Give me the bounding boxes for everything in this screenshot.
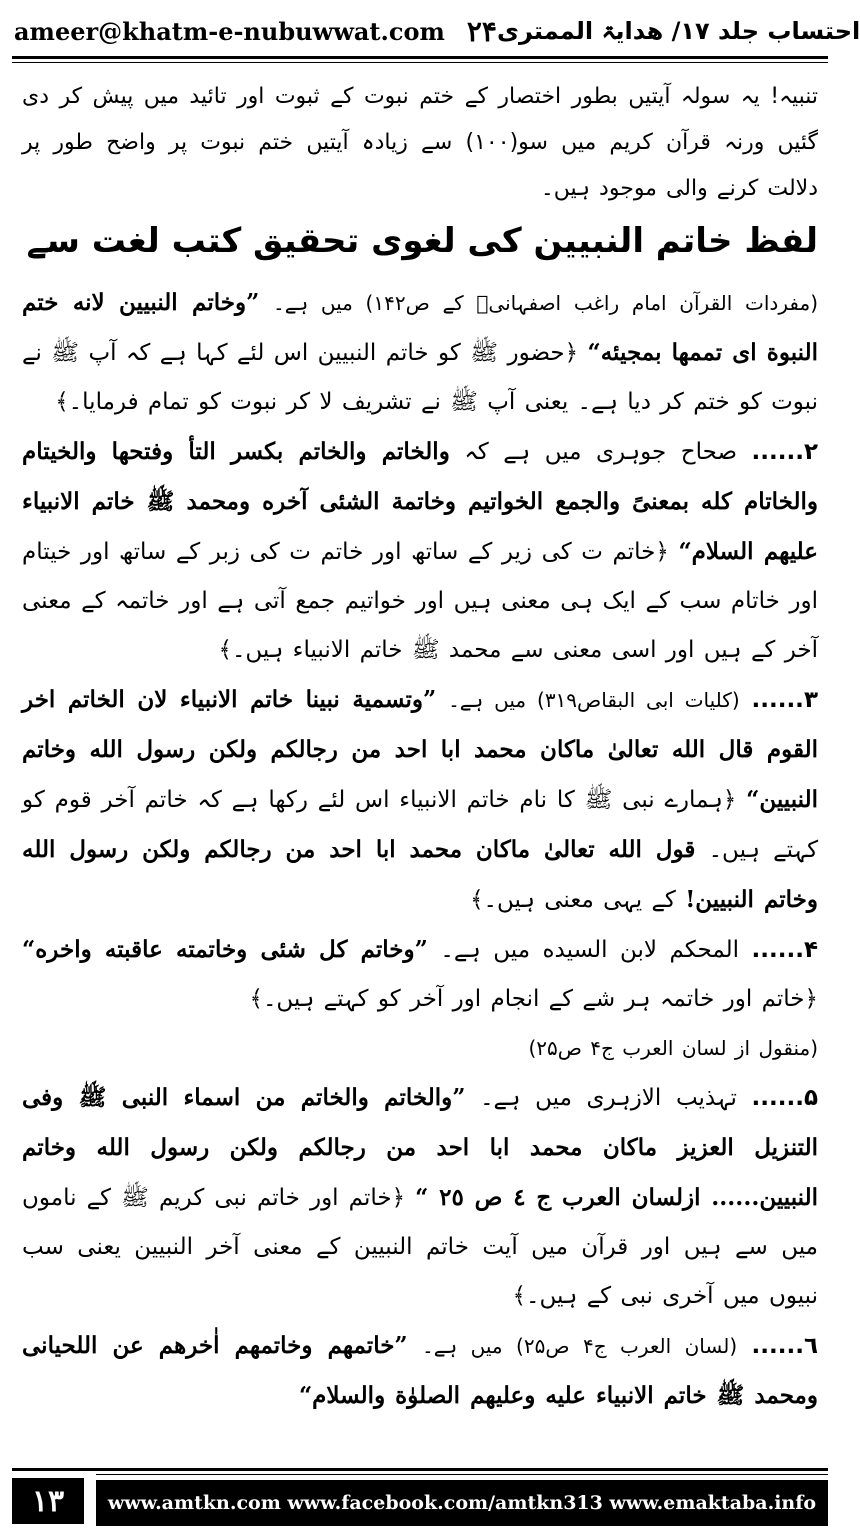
paragraph-5	[22, 1073, 818, 1321]
paragraph-5-number: ۵......	[751, 1085, 819, 1111]
paragraph-2-number: ۲......	[751, 439, 818, 465]
paragraph-4	[22, 925, 818, 1073]
paragraph-3-translation: ﴿ہمارے نبی ﷺ کا نام خاتم الانبیاء اس لئے رکھا ہے کہ خاتم آخر قوم کو کہتے ہیں۔	[22, 787, 819, 863]
note-line-1: تنبیہ! یہ سولہ آیتیں بطور اختصار کے ختم نبوت کے ثبوت اور تائید میں پیش کر دی گئیں ورنہ	[22, 84, 818, 155]
footer-links: www.amtkn.com www.facebook.com/amtkn313 www.emaktaba.info	[96, 1480, 828, 1526]
paragraph-1	[22, 278, 818, 427]
page-footer	[12, 1468, 828, 1528]
footer-page-number: ۱۳	[12, 1478, 84, 1524]
note-line-2: قرآن کریم میں سو(۱۰۰) سے زیادہ آیتیں ختم نبوت پر واضح طور پر دلالت کرنے والی موجود ہیں۔	[22, 130, 818, 201]
paragraph-4-translation: ﴿خاتم اور خاتمہ ہر شے کے انجام اور آخر کو کہتے ہیں۔﴾	[249, 986, 818, 1012]
paragraph-1-arabic: ”وخاتم النبیین لانه ختم النبوة ای تممها بمجیئه“	[22, 289, 818, 366]
paragraph-3-arabic-2: قول الله تعالیٰ ماکان محمد ابا احد من رجالکم ولکن رسول الله وخاتم النبیین!	[22, 836, 818, 913]
paragraph-4-number: ۴......	[751, 937, 819, 963]
header-page-number: ۲۴	[466, 14, 497, 48]
header-left-group	[14, 15, 497, 48]
paragraph-4-source: المحکم لابن السیده میں ہے۔	[440, 937, 740, 963]
paragraph-3-source: (کلیات ابی البقاص۳۱۹) میں ہے۔	[448, 688, 740, 712]
paragraph-2-arabic: والخاتم والخاتم بکسر التأ وفتحها والخیتام والخاتام کله بمعنیً والجمع الخواتیم وخاتمة الشئی آخره ومحمد ﷺ خاتم الانبیاء علیهم السلام“	[22, 438, 818, 565]
paragraph-6-source: (لسان العرب ج۴ ص۲۵) میں ہے۔	[422, 1334, 738, 1358]
section-heading: لفظ خاتم النبیین کی لغوی تحقیق کتب لغت سے	[26, 221, 818, 261]
paragraph-5-translation: ﴿خاتم اور خاتم نبی کریم ﷺ کے ناموں میں سے ہیں اور قرآن میں آیت خاتم النبیین کے معنی آخر النبیین یعنی سب نبیوں میں آخری نبی کے ہیں۔﴾	[22, 1185, 818, 1309]
paragraph-4-arabic: ”وخاتم کل شئی وخاتمته عاقبته واخره“	[22, 936, 428, 963]
paragraph-5-arabic: ”والخاتم والخاتم من اسماء النبی ﷺ وفی التنزیل العزیز ماکان محمد ابا احد من رجالکم ولکن رسول الله وخاتم النبیین...... ازلسان العرب ج ٤ ص ٢٥ “	[22, 1084, 818, 1211]
paragraph-6	[22, 1321, 818, 1421]
page-content	[22, 74, 818, 1452]
footer-rule-thin	[96, 1474, 828, 1475]
paragraph-3-translation-2: کے یہی معنی ہیں۔﴾	[470, 887, 676, 913]
header-email: ameer@khatm-e-nubuwwat.com	[14, 16, 445, 46]
paragraph-6-arabic: ”خاتمهم وخاتمهم اٰخرهم عن اللحیانی ومحمد ﷺ خاتم الانبیاء علیه وعلیهم الصلوٰة والسلام“	[22, 1332, 818, 1409]
paragraph-4-citation: (منقول از لسان العرب ج۴ ص۲۵)	[528, 1036, 818, 1060]
paragraph-6-number: ٦......	[751, 1333, 819, 1359]
paragraph-3	[22, 675, 818, 925]
page-header	[14, 6, 860, 56]
footer-rule-thick	[12, 1468, 828, 1471]
header-rule-thick	[12, 56, 828, 59]
paragraph-2	[22, 427, 818, 675]
paragraph-1-source: (مفردات القرآن امام راغب اصفہانیؒ کے ص۱۴۲) میں ہے۔	[273, 291, 818, 315]
paragraph-3-arabic: ”وتسمیة نبینا خاتم الانبیاء لان الخاتم اخر القوم قال الله تعالیٰ ماکان محمد ابا احد من رجالکم ولکن رسول الله وخاتم النبیین“	[22, 686, 818, 813]
paragraph-5-source: تہذیب الازہری میں ہے۔	[480, 1085, 737, 1111]
paragraph-2-source: صحاح جوہری میں ہے کہ	[464, 439, 737, 465]
paragraph-2-translation: ﴿خاتم ت کی زیر کے ساتھ اور خاتم ت کی زبر کے ساتھ اور خیتام اور خاتام سب کے ایک ہی معنی ہیں اور خواتیم جمع آتی ہے اور خاتمہ کے معنی آخر کے ہیں اور اسی معنی سے محمد ﷺ خاتم الانبیاء ہیں۔﴾	[22, 539, 818, 663]
paragraph-3-number: ۳......	[751, 687, 818, 713]
note-paragraph	[22, 74, 818, 212]
paragraph-1-translation: ﴿حضور ﷺ کو خاتم النبیین اس لئے کہا ہے کہ آپ ﷺ نے نبوت کو ختم کر دیا ہے۔ یعنی آپ ﷺ نے تشریف لا کر نبوت کو تمام فرمایا۔﴾	[22, 340, 818, 415]
header-book-title: احتساب جلد ۱۷/ هدایۃ الممتری	[496, 17, 860, 45]
header-rule-thin	[12, 62, 828, 63]
